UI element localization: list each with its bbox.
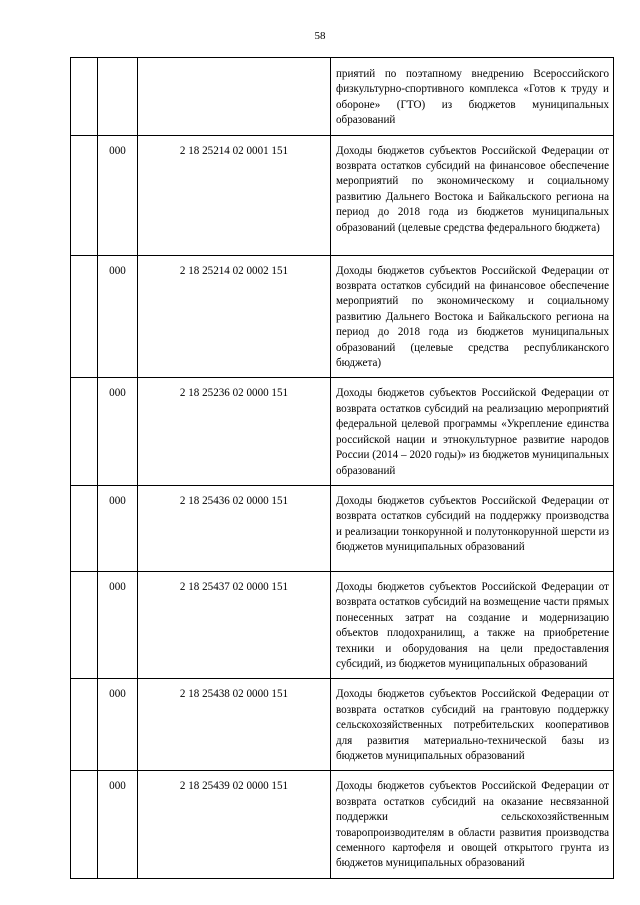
blank-cell — [71, 58, 98, 136]
table-row — [71, 679, 614, 771]
table-row — [71, 571, 614, 678]
budget-code-cell: 2 18 25214 02 0001 151 — [138, 135, 331, 255]
budget-classification-table — [70, 57, 614, 879]
page-number: 58 — [314, 30, 326, 42]
description-cell: Доходы бюджетов субъектов Российской Федерации от возврата остатков субсидий на возмещение части прямых понесенных затрат на создание и модернизацию объектов плодохранилищ, а также на приобретение техники и оборудования на цели предоставления субсидий, из бюджетов муниципальных образований — [331, 571, 614, 678]
blank-cell — [71, 485, 98, 571]
admin-code-cell: 000 — [98, 135, 138, 255]
description-cell: Доходы бюджетов субъектов Российской Федерации от возврата остатков субсидий на поддержку производства и реализации тонкорунной и полутонкорунной шерсти из бюджетов муниципальных образований — [331, 485, 614, 571]
blank-cell — [71, 771, 98, 878]
description-cell: Доходы бюджетов субъектов Российской Федерации от возврата остатков субсидий на финансовое обеспечение мероприятий по экономическому и социальному развитию Дальнего Востока и Байкальского региона на период до 2018 года из бюджетов муниципальных образований (целевые средства республиканского бюджета) — [331, 255, 614, 378]
budget-code-cell — [138, 58, 331, 136]
admin-code-cell: 000 — [98, 255, 138, 378]
budget-code-cell: 2 18 25214 02 0002 151 — [138, 255, 331, 378]
description-cell: приятий по поэтапному внедрению Всероссийского физкультурно-спортивного комплекса «Готов к труду и обороне» (ГТО) из бюджетов муниципальных образований — [331, 58, 614, 136]
blank-cell — [71, 571, 98, 678]
budget-code-cell: 2 18 25438 02 0000 151 — [138, 679, 331, 771]
table-row — [71, 58, 614, 136]
budget-code-cell: 2 18 25436 02 0000 151 — [138, 485, 331, 571]
blank-cell — [71, 679, 98, 771]
description-cell: Доходы бюджетов субъектов Российской Федерации от возврата остатков субсидий на реализацию мероприятий федеральной целевой программы «Укрепление единства российской нации и этнокультурное развитие народов России (2014 – 2020 годы)» из бюджетов муниципальных образований — [331, 378, 614, 485]
budget-code-cell: 2 18 25437 02 0000 151 — [138, 571, 331, 678]
admin-code-cell: 000 — [98, 485, 138, 571]
table-row — [71, 378, 614, 485]
table-row — [71, 135, 614, 255]
table-row — [71, 255, 614, 378]
budget-code-cell: 2 18 25439 02 0000 151 — [138, 771, 331, 878]
admin-code-cell: 000 — [98, 571, 138, 678]
table-row — [71, 485, 614, 571]
blank-cell — [71, 255, 98, 378]
description-cell: Доходы бюджетов субъектов Российской Федерации от возврата остатков субсидий на финансовое обеспечение мероприятий по экономическому и социальному развитию Дальнего Востока и Байкальского региона на период до 2018 года из бюджетов муниципальных образований (целевые средства федерального бюджета) — [331, 135, 614, 255]
blank-cell — [71, 378, 98, 485]
description-cell: Доходы бюджетов субъектов Российской Федерации от возврата остатков субсидий на оказание несвязанной поддержки сельскохозяйственным товаропроизводителям в области развития производства семенного картофеля и овощей открытого грунта из бюджетов муниципальных образований — [331, 771, 614, 878]
admin-code-cell — [98, 58, 138, 136]
admin-code-cell: 000 — [98, 378, 138, 485]
table-row — [71, 771, 614, 878]
blank-cell — [71, 135, 98, 255]
admin-code-cell: 000 — [98, 771, 138, 878]
budget-code-cell: 2 18 25236 02 0000 151 — [138, 378, 331, 485]
description-cell: Доходы бюджетов субъектов Российской Федерации от возврата остатков субсидий на грантовую поддержку сельскохозяйственных потребительских кооперативов для развития материально-технической базы из бюджетов муниципальных образований — [331, 679, 614, 771]
admin-code-cell: 000 — [98, 679, 138, 771]
